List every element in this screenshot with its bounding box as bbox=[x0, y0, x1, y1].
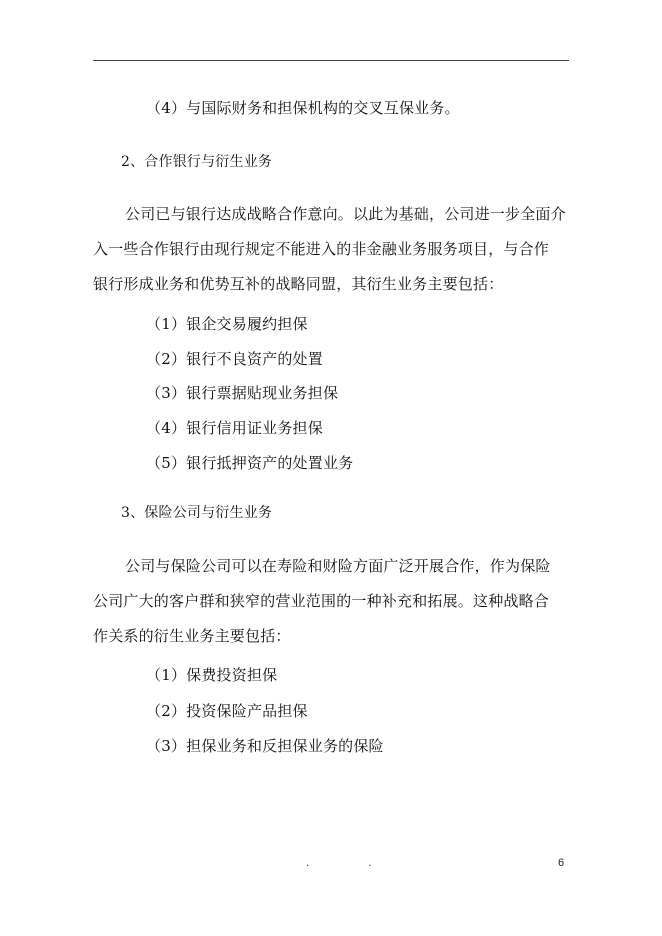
list-item: （1）银企交易履约担保 bbox=[146, 315, 308, 333]
list-item: （2）银行不良资产的处置 bbox=[146, 350, 323, 368]
paragraph-line: 银行形成业务和优势互补的战略同盟，其衍生业务主要包括： bbox=[93, 275, 504, 293]
list-item: （5）银行抵押资产的处置业务 bbox=[146, 454, 354, 472]
footer-dots: . . bbox=[306, 858, 400, 869]
paragraph-line: 入一些合作银行由现行规定不能进入的非金融业务服务项目，与合作 bbox=[93, 240, 550, 258]
header-rule bbox=[93, 60, 569, 61]
paragraph-line: 公司已与银行达成战略合作意向。以此为基础，公司进一步全面介 bbox=[125, 205, 566, 223]
page-number: 6 bbox=[558, 857, 565, 869]
list-item: （4）与国际财务和担保机构的交叉互保业务。 bbox=[146, 99, 460, 117]
section-heading: 2、合作银行与衍生业务 bbox=[121, 154, 273, 170]
list-item: （2）投资保险产品担保 bbox=[146, 702, 308, 720]
list-item: （1）保费投资担保 bbox=[146, 666, 278, 684]
list-item: （4）银行信用证业务担保 bbox=[146, 419, 323, 437]
list-item: （3）担保业务和反担保业务的保险 bbox=[146, 737, 384, 755]
paragraph-line: 公司广大的客户群和狭窄的营业范围的一种补充和拓展。这种战略合 bbox=[93, 592, 550, 610]
paragraph-line: 公司与保险公司可以在寿险和财险方面广泛开展合作，作为保险 bbox=[125, 557, 551, 575]
section-heading: 3、保险公司与衍生业务 bbox=[121, 505, 273, 521]
list-item: （3）银行票据贴现业务担保 bbox=[146, 384, 339, 402]
paragraph-line: 作关系的衍生业务主要包括： bbox=[93, 627, 291, 645]
